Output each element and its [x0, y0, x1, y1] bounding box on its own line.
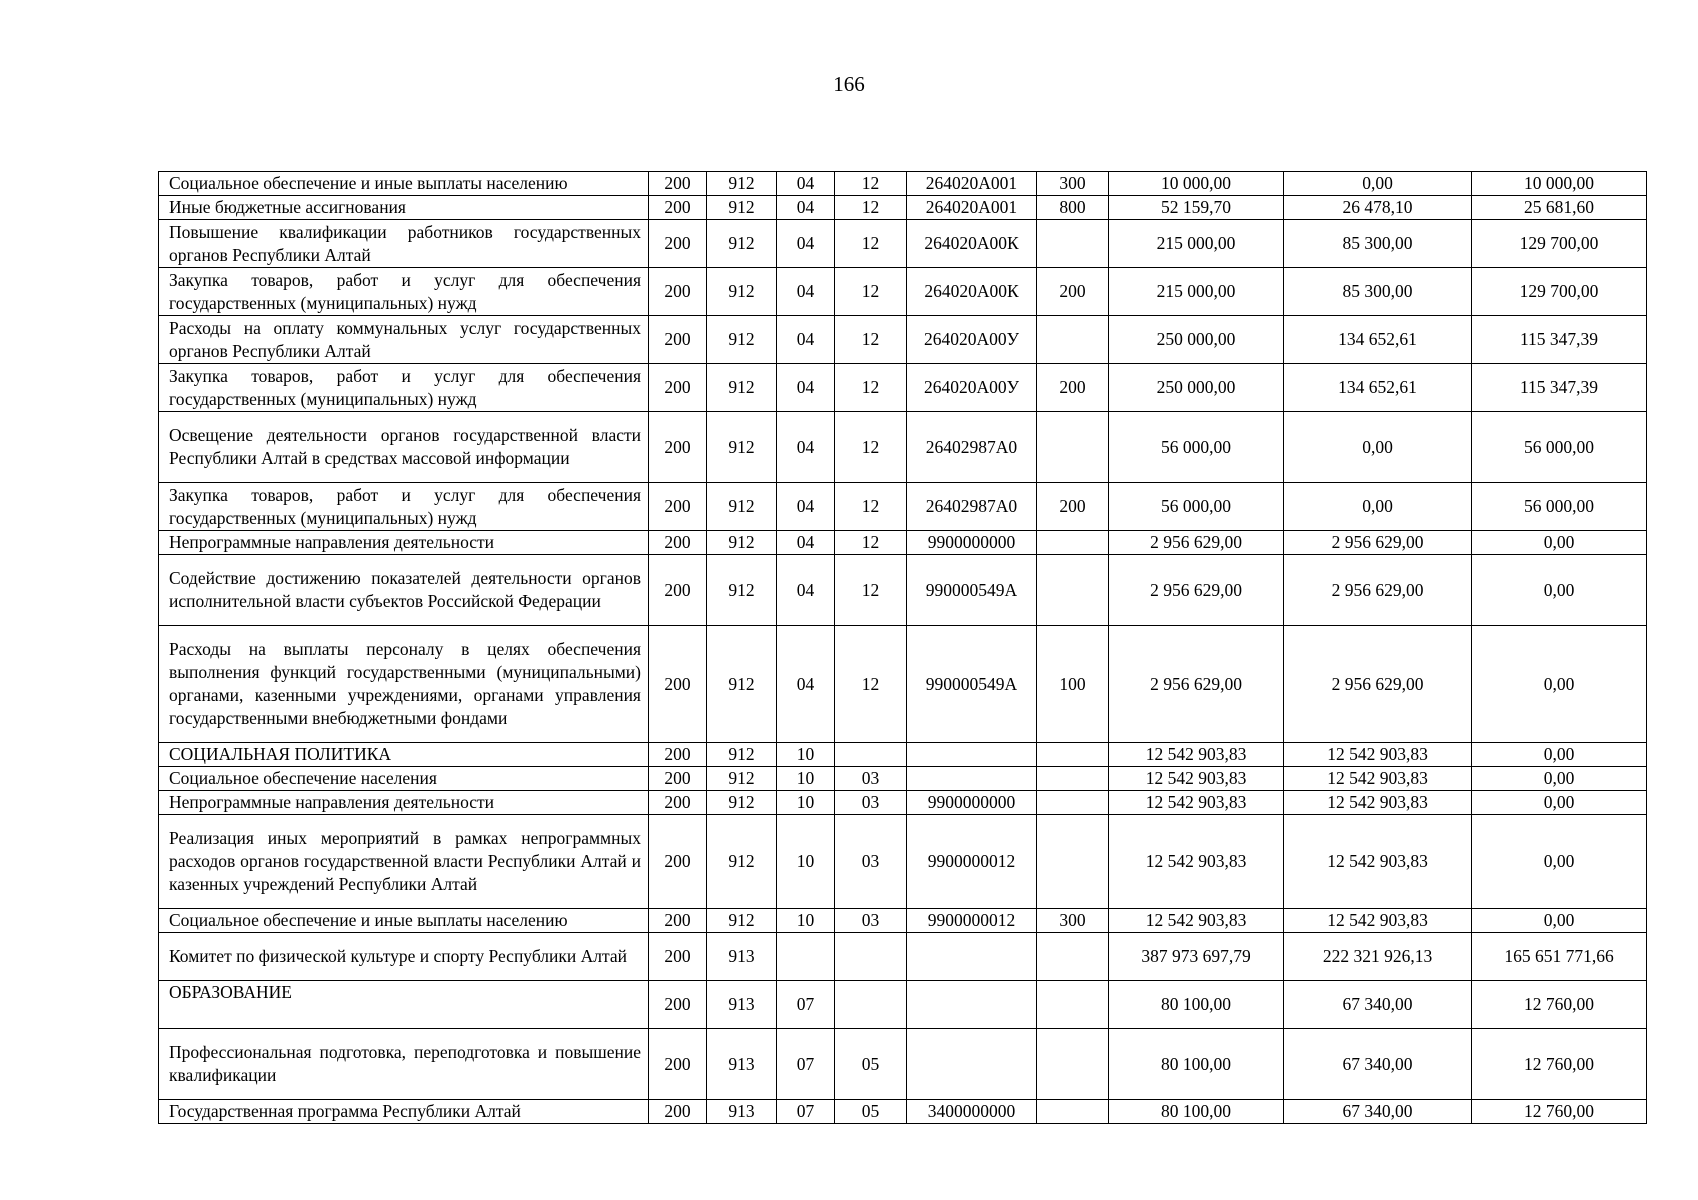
row-code-2: 912: [707, 555, 777, 626]
row-value-3: 0,00: [1472, 555, 1647, 626]
row-code-1: 200: [649, 909, 707, 933]
row-code-1: 200: [649, 220, 707, 268]
row-subsection: 03: [835, 791, 907, 815]
row-section: 04: [777, 555, 835, 626]
row-name: Комитет по физической культуре и спорту Республики Алтай: [159, 933, 649, 981]
row-value-1: 215 000,00: [1109, 268, 1284, 316]
row-value-1: 80 100,00: [1109, 981, 1284, 1029]
row-value-1: 2 956 629,00: [1109, 626, 1284, 743]
row-name: Повышение квалификации работников государственных органов Республики Алтай: [159, 220, 649, 268]
row-name: ОБРАЗОВАНИЕ: [159, 981, 649, 1029]
row-section: 04: [777, 412, 835, 483]
table-row: [159, 933, 1647, 981]
row-name: Расходы на оплату коммунальных услуг государственных органов Республики Алтай: [159, 316, 649, 364]
row-value-3: 0,00: [1472, 815, 1647, 909]
row-value-2: 67 340,00: [1284, 1029, 1472, 1100]
row-value-1: 215 000,00: [1109, 220, 1284, 268]
table-row: [159, 316, 1647, 364]
row-name: Содействие достижению показателей деятельности органов исполнительной власти субъектов Российской Федерации: [159, 555, 649, 626]
row-code-1: 200: [649, 981, 707, 1029]
row-section: 04: [777, 220, 835, 268]
row-value-3: 165 651 771,66: [1472, 933, 1647, 981]
row-code-1: 200: [649, 1029, 707, 1100]
row-code-1: 200: [649, 196, 707, 220]
row-value-2: 2 956 629,00: [1284, 626, 1472, 743]
row-section: 04: [777, 196, 835, 220]
row-value-2: 134 652,61: [1284, 364, 1472, 412]
row-target-code: 9900000000: [907, 791, 1037, 815]
row-value-2: 67 340,00: [1284, 981, 1472, 1029]
row-target-code: 264020А00К: [907, 268, 1037, 316]
row-expense-type: [1037, 555, 1109, 626]
row-code-1: 200: [649, 316, 707, 364]
row-value-1: 56 000,00: [1109, 412, 1284, 483]
row-expense-type: 200: [1037, 268, 1109, 316]
row-section: 04: [777, 531, 835, 555]
row-code-2: 912: [707, 815, 777, 909]
row-expense-type: 300: [1037, 909, 1109, 933]
row-value-1: 12 542 903,83: [1109, 791, 1284, 815]
row-value-3: 0,00: [1472, 743, 1647, 767]
table-row: [159, 743, 1647, 767]
row-code-2: 912: [707, 316, 777, 364]
row-value-1: 2 956 629,00: [1109, 531, 1284, 555]
row-name: Непрограммные направления деятельности: [159, 791, 649, 815]
row-target-code: 9900000012: [907, 909, 1037, 933]
row-section: 07: [777, 1100, 835, 1124]
table-row: [159, 412, 1647, 483]
row-section: 04: [777, 172, 835, 196]
row-target-code: 264020А001: [907, 196, 1037, 220]
row-subsection: 03: [835, 767, 907, 791]
row-value-3: 0,00: [1472, 767, 1647, 791]
row-name: Иные бюджетные ассигнования: [159, 196, 649, 220]
row-section: 04: [777, 364, 835, 412]
row-value-2: 0,00: [1284, 412, 1472, 483]
row-code-2: 912: [707, 743, 777, 767]
row-target-code: 264020А00У: [907, 364, 1037, 412]
row-section: 04: [777, 316, 835, 364]
row-code-1: 200: [649, 268, 707, 316]
row-target-code: [907, 933, 1037, 981]
row-code-2: 912: [707, 196, 777, 220]
page-number: 166: [833, 72, 865, 96]
row-code-1: 200: [649, 412, 707, 483]
row-name: СОЦИАЛЬНАЯ ПОЛИТИКА: [159, 743, 649, 767]
row-name: Освещение деятельности органов государственной власти Республики Алтай в средствах массовой информации: [159, 412, 649, 483]
row-code-2: 912: [707, 909, 777, 933]
row-subsection: [835, 981, 907, 1029]
row-code-1: 200: [649, 483, 707, 531]
row-value-3: 25 681,60: [1472, 196, 1647, 220]
row-value-3: 0,00: [1472, 909, 1647, 933]
row-value-1: 12 542 903,83: [1109, 815, 1284, 909]
row-expense-type: [1037, 316, 1109, 364]
row-code-2: 913: [707, 933, 777, 981]
row-expense-type: 200: [1037, 483, 1109, 531]
row-code-1: 200: [649, 531, 707, 555]
row-code-2: 912: [707, 172, 777, 196]
row-target-code: 9900000000: [907, 531, 1037, 555]
row-code-2: 912: [707, 626, 777, 743]
row-value-2: 134 652,61: [1284, 316, 1472, 364]
row-target-code: 990000549А: [907, 555, 1037, 626]
table-row: [159, 626, 1647, 743]
row-expense-type: 200: [1037, 364, 1109, 412]
row-code-2: 912: [707, 220, 777, 268]
table-row: [159, 815, 1647, 909]
row-target-code: [907, 767, 1037, 791]
row-value-1: 10 000,00: [1109, 172, 1284, 196]
row-value-1: 12 542 903,83: [1109, 743, 1284, 767]
row-target-code: 264020А00К: [907, 220, 1037, 268]
row-name: Социальное обеспечение и иные выплаты населению: [159, 909, 649, 933]
row-expense-type: [1037, 1100, 1109, 1124]
row-expense-type: [1037, 743, 1109, 767]
row-subsection: 12: [835, 172, 907, 196]
row-value-1: 80 100,00: [1109, 1100, 1284, 1124]
row-subsection: 12: [835, 531, 907, 555]
row-code-2: 912: [707, 791, 777, 815]
row-subsection: [835, 743, 907, 767]
table-row: [159, 483, 1647, 531]
row-target-code: 264020А00У: [907, 316, 1037, 364]
row-value-1: 12 542 903,83: [1109, 909, 1284, 933]
row-target-code: [907, 1029, 1037, 1100]
row-name: Государственная программа Республики Алтай: [159, 1100, 649, 1124]
row-name: Социальное обеспечение и иные выплаты населению: [159, 172, 649, 196]
row-name: Расходы на выплаты персоналу в целях обеспечения выполнения функций государственными (муниципальными) органами, казенными учреждениями, органами управления государственными внебюджетными фондами: [159, 626, 649, 743]
row-value-2: 2 956 629,00: [1284, 531, 1472, 555]
table-row: [159, 791, 1647, 815]
table-row: [159, 1029, 1647, 1100]
row-code-1: 200: [649, 815, 707, 909]
row-subsection: 12: [835, 412, 907, 483]
row-code-2: 912: [707, 412, 777, 483]
row-value-1: 52 159,70: [1109, 196, 1284, 220]
row-section: 07: [777, 1029, 835, 1100]
row-subsection: 12: [835, 220, 907, 268]
row-value-3: 129 700,00: [1472, 268, 1647, 316]
row-code-1: 200: [649, 626, 707, 743]
row-code-1: 200: [649, 1100, 707, 1124]
row-value-2: 12 542 903,83: [1284, 767, 1472, 791]
row-expense-type: [1037, 933, 1109, 981]
row-code-1: 200: [649, 555, 707, 626]
row-value-3: 12 760,00: [1472, 981, 1647, 1029]
row-code-2: 913: [707, 1100, 777, 1124]
row-name: Профессиональная подготовка, переподготовка и повышение квалификации: [159, 1029, 649, 1100]
row-section: 10: [777, 743, 835, 767]
row-expense-type: [1037, 1029, 1109, 1100]
table-row: [159, 220, 1647, 268]
row-value-2: 12 542 903,83: [1284, 909, 1472, 933]
row-section: 04: [777, 268, 835, 316]
row-code-2: 913: [707, 981, 777, 1029]
row-value-1: 387 973 697,79: [1109, 933, 1284, 981]
table-body: [159, 172, 1647, 1124]
row-expense-type: 800: [1037, 196, 1109, 220]
row-section: 10: [777, 815, 835, 909]
row-code-1: 200: [649, 364, 707, 412]
row-section: 04: [777, 626, 835, 743]
row-code-2: 912: [707, 767, 777, 791]
row-subsection: 05: [835, 1029, 907, 1100]
row-value-2: 2 956 629,00: [1284, 555, 1472, 626]
row-value-1: 250 000,00: [1109, 364, 1284, 412]
table-row: [159, 767, 1647, 791]
row-value-3: 129 700,00: [1472, 220, 1647, 268]
row-code-1: 200: [649, 743, 707, 767]
row-expense-type: [1037, 531, 1109, 555]
row-target-code: 264020А001: [907, 172, 1037, 196]
row-value-2: 12 542 903,83: [1284, 791, 1472, 815]
row-name: Реализация иных мероприятий в рамках непрограммных расходов органов государственной власти Республики Алтай и казенных учреждений Республики Алтай: [159, 815, 649, 909]
row-value-2: 0,00: [1284, 172, 1472, 196]
row-section: 07: [777, 981, 835, 1029]
row-code-2: 912: [707, 364, 777, 412]
row-target-code: 9900000012: [907, 815, 1037, 909]
row-subsection: 12: [835, 626, 907, 743]
row-expense-type: [1037, 791, 1109, 815]
row-value-3: 12 760,00: [1472, 1100, 1647, 1124]
row-expense-type: 100: [1037, 626, 1109, 743]
row-section: 04: [777, 483, 835, 531]
row-value-3: 115 347,39: [1472, 316, 1647, 364]
table-row: [159, 172, 1647, 196]
row-subsection: 12: [835, 364, 907, 412]
row-value-3: 12 760,00: [1472, 1029, 1647, 1100]
table-row: [159, 268, 1647, 316]
row-expense-type: [1037, 767, 1109, 791]
row-value-3: 56 000,00: [1472, 483, 1647, 531]
budget-table: [158, 171, 1647, 1124]
table-row: [159, 364, 1647, 412]
row-value-3: 0,00: [1472, 791, 1647, 815]
row-value-2: 222 321 926,13: [1284, 933, 1472, 981]
row-value-2: 85 300,00: [1284, 220, 1472, 268]
row-value-3: 56 000,00: [1472, 412, 1647, 483]
row-name: Закупка товаров, работ и услуг для обеспечения государственных (муниципальных) нужд: [159, 268, 649, 316]
row-expense-type: [1037, 815, 1109, 909]
row-code-1: 200: [649, 172, 707, 196]
row-value-1: 80 100,00: [1109, 1029, 1284, 1100]
row-code-1: 200: [649, 791, 707, 815]
row-value-1: 56 000,00: [1109, 483, 1284, 531]
row-target-code: [907, 981, 1037, 1029]
row-value-2: 85 300,00: [1284, 268, 1472, 316]
row-code-2: 913: [707, 1029, 777, 1100]
row-subsection: [835, 933, 907, 981]
row-name: Непрограммные направления деятельности: [159, 531, 649, 555]
row-code-2: 912: [707, 268, 777, 316]
row-value-1: 2 956 629,00: [1109, 555, 1284, 626]
row-value-2: 12 542 903,83: [1284, 743, 1472, 767]
row-target-code: 26402987А0: [907, 412, 1037, 483]
table-row: [159, 196, 1647, 220]
table-row: [159, 555, 1647, 626]
row-section: [777, 933, 835, 981]
row-value-3: 115 347,39: [1472, 364, 1647, 412]
row-value-1: 12 542 903,83: [1109, 767, 1284, 791]
row-target-code: 3400000000: [907, 1100, 1037, 1124]
row-code-1: 200: [649, 767, 707, 791]
row-subsection: 03: [835, 909, 907, 933]
row-value-3: 0,00: [1472, 626, 1647, 743]
row-section: 10: [777, 909, 835, 933]
row-section: 10: [777, 791, 835, 815]
row-value-2: 0,00: [1284, 483, 1472, 531]
row-name: Закупка товаров, работ и услуг для обеспечения государственных (муниципальных) нужд: [159, 483, 649, 531]
row-target-code: 26402987А0: [907, 483, 1037, 531]
row-subsection: 12: [835, 316, 907, 364]
row-value-3: 0,00: [1472, 531, 1647, 555]
row-subsection: 12: [835, 268, 907, 316]
row-name: Социальное обеспечение населения: [159, 767, 649, 791]
row-subsection: 12: [835, 483, 907, 531]
row-code-1: 200: [649, 933, 707, 981]
row-value-1: 250 000,00: [1109, 316, 1284, 364]
row-expense-type: [1037, 981, 1109, 1029]
row-subsection: 12: [835, 555, 907, 626]
row-expense-type: [1037, 412, 1109, 483]
table-row: [159, 1100, 1647, 1124]
row-subsection: 05: [835, 1100, 907, 1124]
row-value-2: 67 340,00: [1284, 1100, 1472, 1124]
row-target-code: 990000549А: [907, 626, 1037, 743]
row-section: 10: [777, 767, 835, 791]
row-subsection: 03: [835, 815, 907, 909]
row-value-2: 12 542 903,83: [1284, 815, 1472, 909]
row-target-code: [907, 743, 1037, 767]
row-code-2: 912: [707, 531, 777, 555]
row-value-2: 26 478,10: [1284, 196, 1472, 220]
table-row: [159, 531, 1647, 555]
table-row: [159, 909, 1647, 933]
row-subsection: 12: [835, 196, 907, 220]
row-expense-type: [1037, 220, 1109, 268]
table-row: [159, 981, 1647, 1029]
row-value-3: 10 000,00: [1472, 172, 1647, 196]
row-code-2: 912: [707, 483, 777, 531]
row-expense-type: 300: [1037, 172, 1109, 196]
row-name: Закупка товаров, работ и услуг для обеспечения государственных (муниципальных) нужд: [159, 364, 649, 412]
